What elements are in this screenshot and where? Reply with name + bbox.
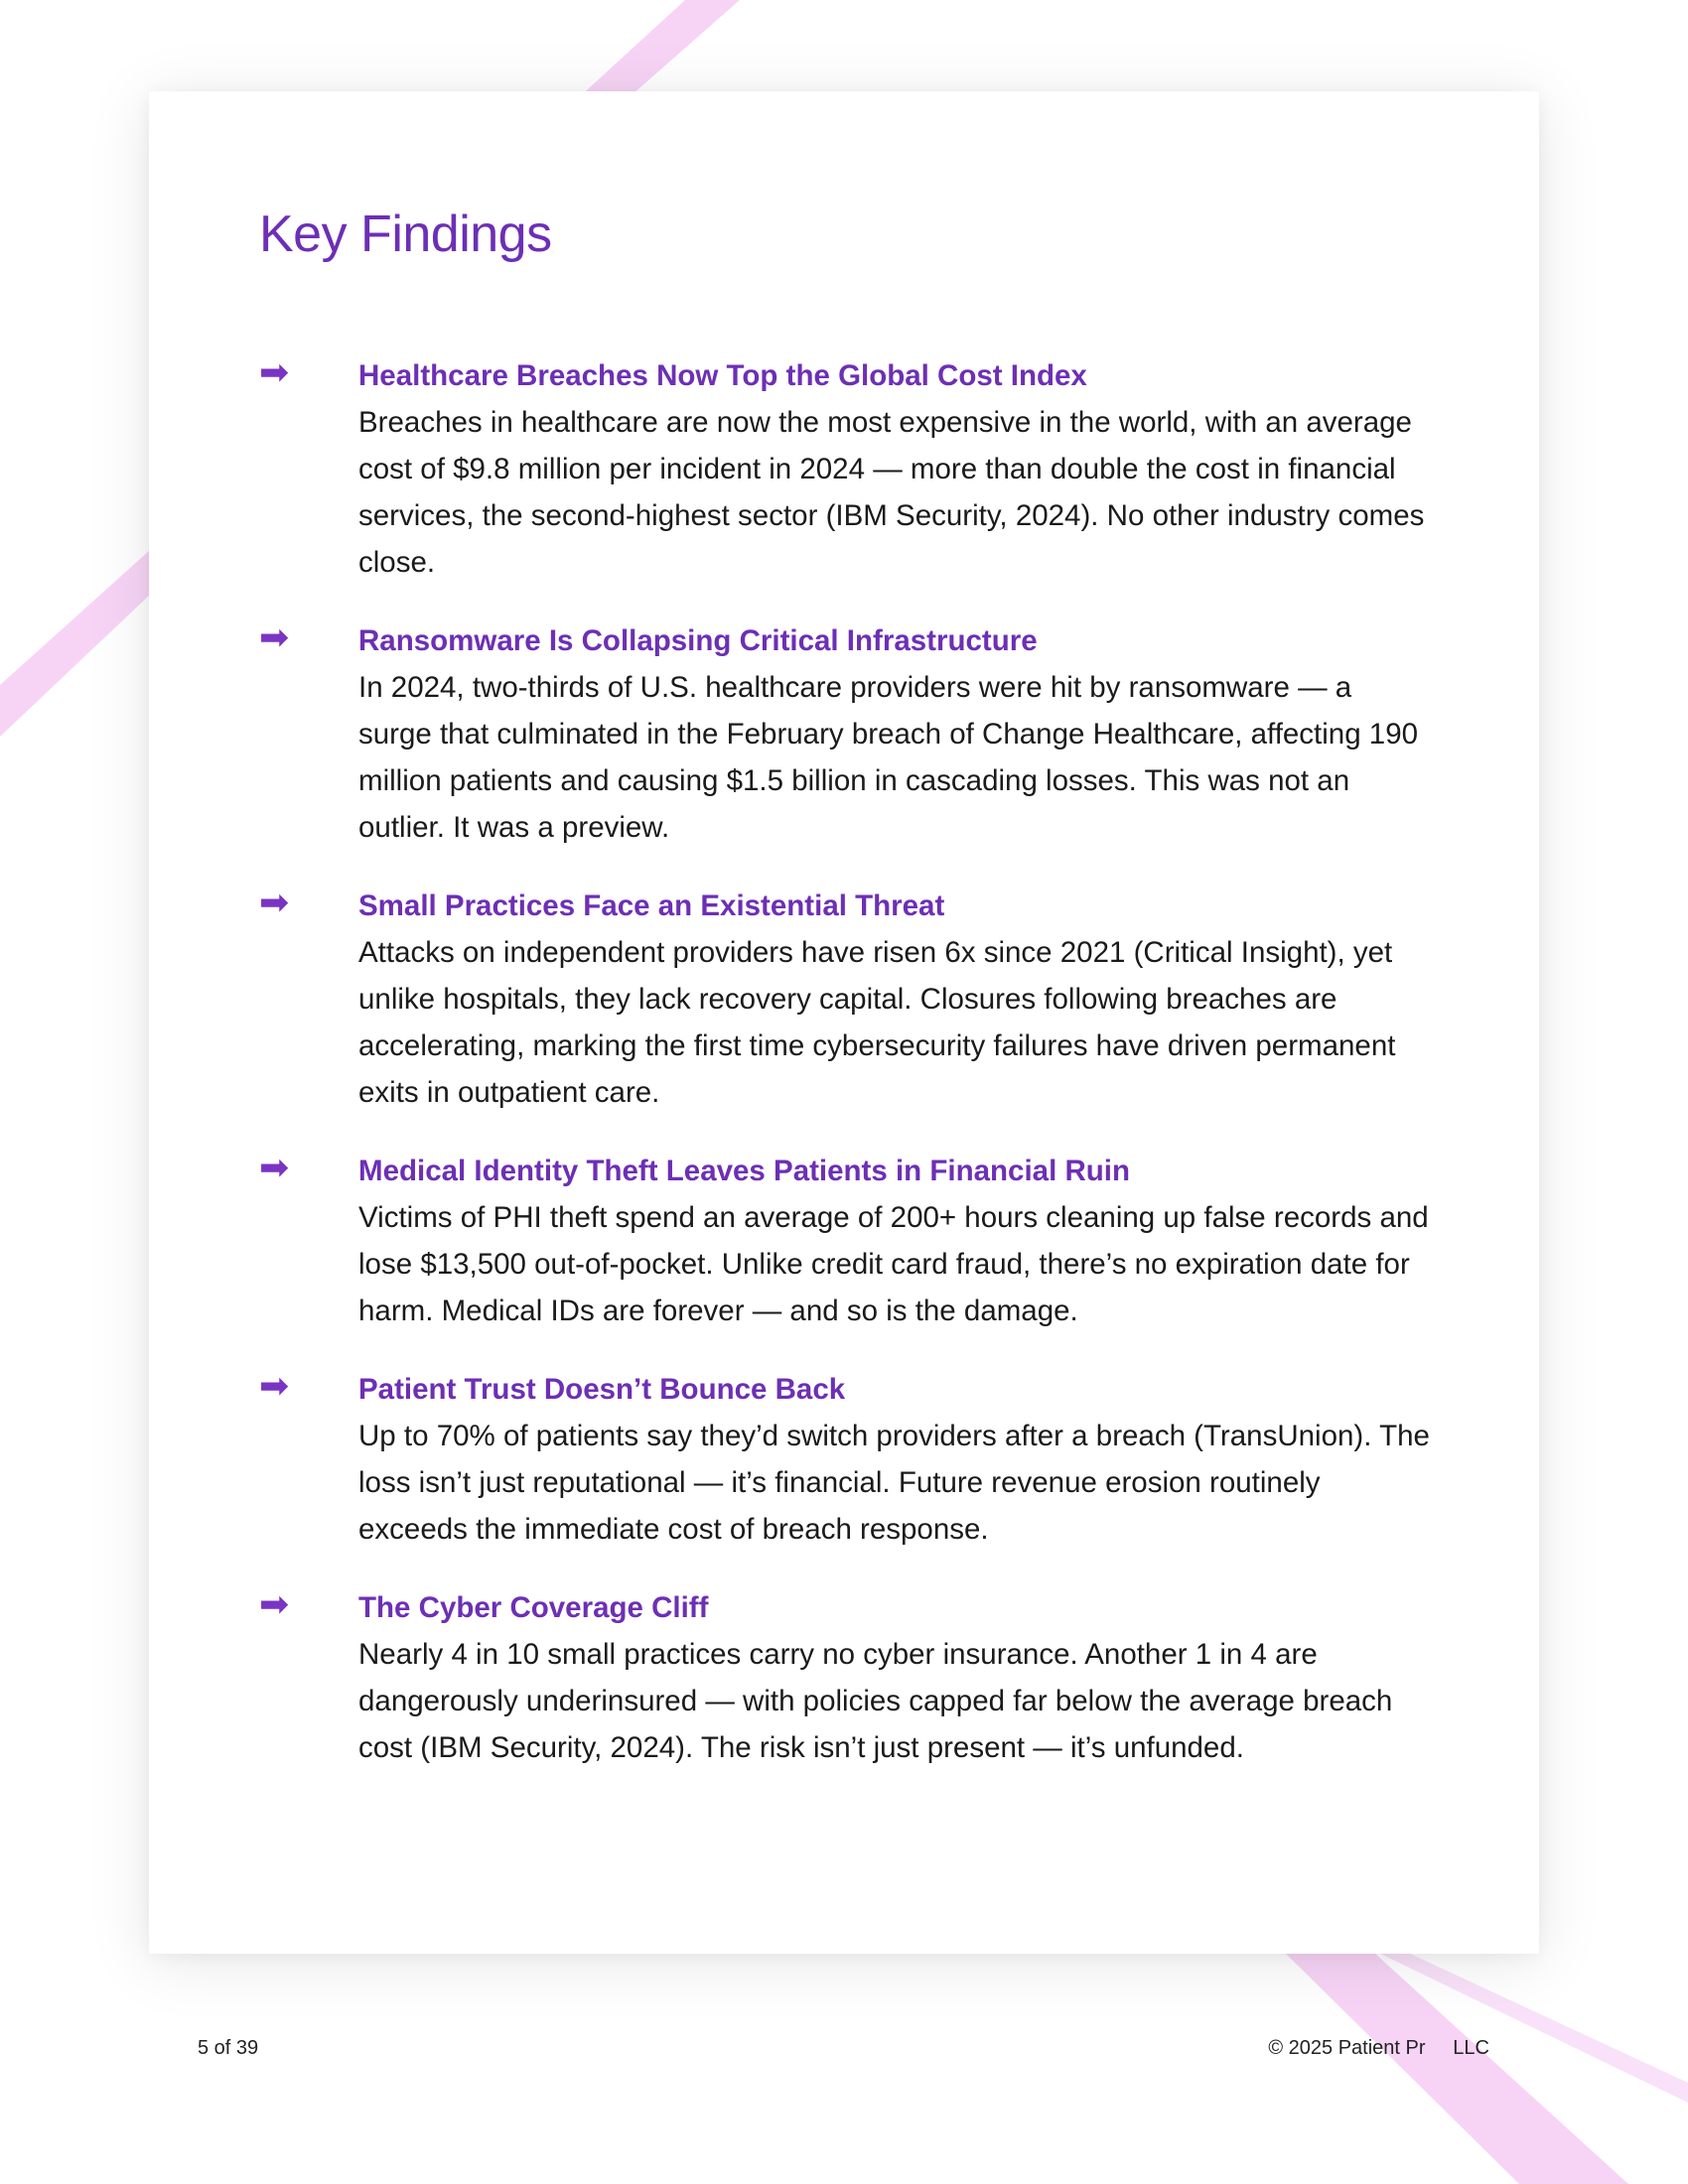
finding-title: Ransomware Is Collapsing Critical Infrastructure [358,624,1038,657]
finding-body: Up to 70% of patients say they’d switch providers after a breach (TransUnion). The loss isn’t just reputational — it’s financial. Future revenue erosion routinely exceeds the immediate cost of breach response. [358,1420,1430,1546]
finding-title: The Cyber Coverage Cliff [358,1591,709,1624]
finding-item [259,1149,1471,1334]
finding-title: Healthcare Breaches Now Top the Global Cost Index [358,359,1087,392]
page-card [149,91,1539,1954]
finding-item [259,1585,1471,1771]
page-title: Key Findings [259,205,552,263]
findings-list [259,353,1471,1804]
right-arrow-icon: ➡ [259,1583,290,1624]
finding-body: In 2024, two-thirds of U.S. healthcare providers were hit by ransomware — a surge that culminated in the February breach of Change Healthcare, affecting 190 million patients and causing $1.5 billion in cascading losses. This was not an outlier. It was a preview. [358,671,1419,844]
finding-body: Breaches in healthcare are now the most expensive in the world, with an average cost of $9.8 million per incident in 2024 — more than double the cost in financial services, the second-highest sector (IBM Security, 2024). No other industry comes close. [358,406,1425,579]
finding-body: Victims of PHI theft spend an average of 200+ hours cleaning up false records and lose $13,500 out-of-pocket. Unlike credit card fraud, there’s no expiration date for harm. Medical IDs are forever — and so is the damage. [358,1201,1429,1327]
finding-item [259,1367,1471,1553]
finding-item [259,353,1471,586]
page-number: 5 of 39 [198,2037,259,2059]
finding-item [259,884,1471,1116]
copyright-notice: © 2025 Patient Pr LLC [1268,2037,1489,2059]
right-arrow-icon: ➡ [259,351,290,392]
finding-title: Medical Identity Theft Leaves Patients in Financial Ruin [358,1155,1130,1187]
finding-body: Nearly 4 in 10 small practices carry no cyber insurance. Another 1 in 4 are dangerously underinsured — with policies capped far below the average breach cost (IBM Security, 2024). The risk isn’t just present — it’s unfunded. [358,1638,1393,1764]
finding-title: Small Practices Face an Existential Threat [358,889,945,922]
right-arrow-icon: ➡ [259,1147,290,1187]
right-arrow-icon: ➡ [259,882,290,922]
finding-title: Patient Trust Doesn’t Bounce Back [358,1373,846,1406]
finding-body: Attacks on independent providers have risen 6x since 2021 (Critical Insight), yet unlike hospitals, they lack recovery capital. Closures following breaches are accelerating, marking the first time cybersecurity failures have driven permanent exits in outpatient care. [358,936,1396,1109]
right-arrow-icon: ➡ [259,1365,290,1406]
right-arrow-icon: ➡ [259,616,290,657]
finding-item [259,618,1471,851]
